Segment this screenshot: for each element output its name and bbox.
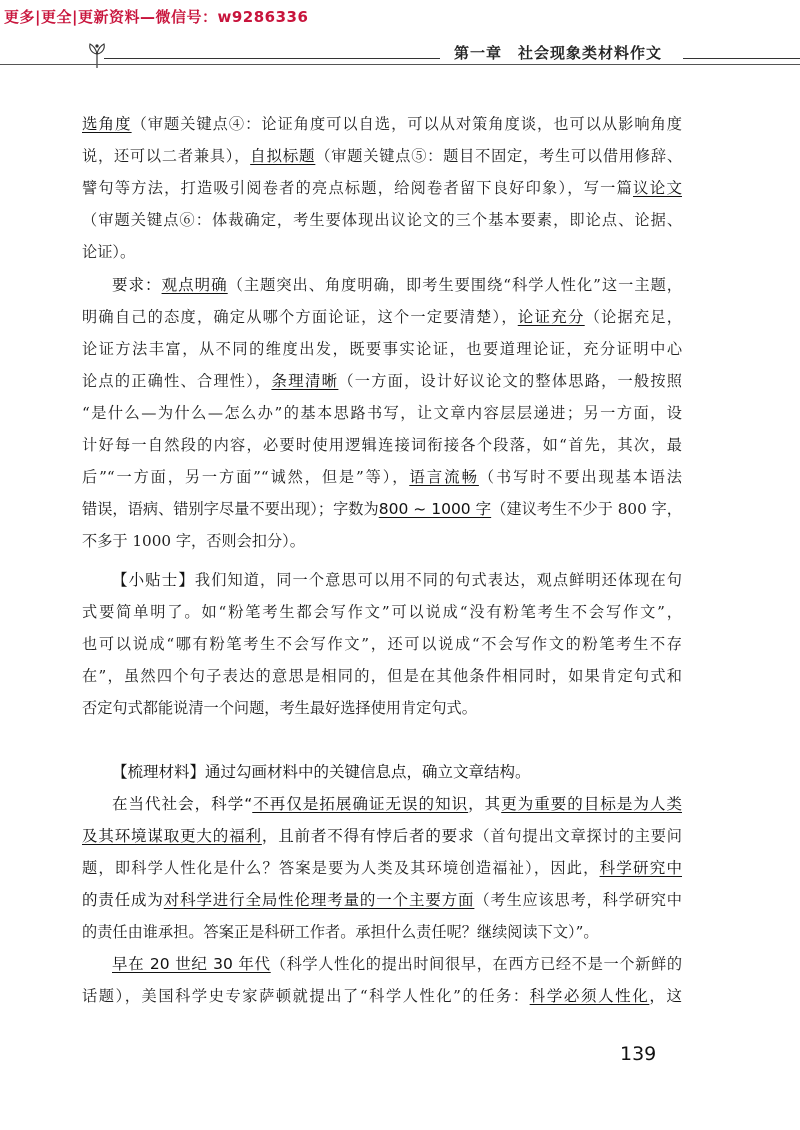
text-line: 要求：观点明确（主题突出、角度明确，即考生要围绕“科学人性化”这一主题， xyxy=(112,276,682,294)
text-line: 否定句式都能说清一个问题，考生最好选择使用肯定句式。 xyxy=(82,699,477,717)
text-line: 明确自己的态度，确定从哪个方面论证，这个一定要清楚），论证充分（论据充足， xyxy=(82,308,682,326)
text-line: 式要简单明了。如“粉笔考生都会写作文”可以说成“没有粉笔考生不会写作文”， xyxy=(82,603,682,621)
text-line: 【小贴士】我们知道，同一个意思可以用不同的句式表达，观点鲜明还体现在句 xyxy=(112,571,682,589)
section-organize-material xyxy=(82,756,682,1012)
text-line: 在”，虽然四个句子表达的意思是相同的，但是在其他条件相同时，如果肯定句式和 xyxy=(82,667,682,685)
text-line: 论点的正确性、合理性），条理清晰（一方面，设计好议论文的整体思路，一般按照 xyxy=(82,372,682,390)
text-line: （审题关键点⑥：体裁确定，考生要体现出议论文的三个基本要素，即论点、论据、 xyxy=(82,211,682,229)
section-heading: 【梳理材料】通过勾画材料中的关键信息点，确立文章结构。 xyxy=(112,763,531,781)
header-rule-right xyxy=(683,58,800,59)
page-number: 139 xyxy=(620,1043,657,1065)
header-rule-bottom xyxy=(0,64,800,65)
text-line: 譬句等方法，打造吸引阅卷者的亮点标题，给阅卷者留下良好印象），写一篇议论文 xyxy=(82,179,682,197)
text-line: 早在 20 世纪 30 年代（科学人性化的提出时间很早，在西方已经不是一个新鲜的 xyxy=(112,955,682,973)
leaf-ornament-icon xyxy=(86,40,108,70)
text-line: 也可以说成“哪有粉笔考生不会写作文”，还可以说成“不会写作文的粉笔考生不存 xyxy=(82,635,682,653)
text-line: 选角度（审题关键点④：论证角度可以自选，可以从对策角度谈，也可以从影响角度 xyxy=(82,115,682,133)
text-line: 论证方法丰富，从不同的维度出发，既要事实论证，也要道理论证，充分证明中心 xyxy=(82,340,682,358)
text-line: 话题），美国科学史专家萨顿就提出了“科学人性化”的任务：科学必须人性化，这 xyxy=(82,987,682,1005)
text-line: 题，即科学人性化是什么？答案是要为人类及其环境创造福祉），因此，科学研究中 xyxy=(82,859,682,877)
paragraph-requirements-part2 xyxy=(82,269,682,557)
text-line: 的责任成为对科学进行全局性伦理考量的一个主要方面（考生应该思考，科学研究中 xyxy=(82,891,682,909)
paragraph-requirements-part1 xyxy=(82,108,682,268)
text-line: 及其环境谋取更大的福利，且前者不得有悖后者的要求（首句提出文章探讨的主要问 xyxy=(82,827,682,845)
text-line: 在当代社会，科学“不再仅是拓展确证无误的知识，其更为重要的目标是为人类 xyxy=(112,795,682,813)
tip-label: 【小贴士】 xyxy=(112,571,195,589)
text-line: 论证）。 xyxy=(82,243,136,261)
chapter-title: 第一章 社会现象类材料作文 xyxy=(454,44,663,62)
text-line: 不多于 1000 字，否则会扣分）。 xyxy=(82,532,305,550)
tip-box xyxy=(82,564,682,724)
running-header xyxy=(0,38,800,68)
text-line: 计好每一自然段的内容，必要时使用逻辑连接词衔接各个段落，如“首先，其次，最 xyxy=(82,436,682,454)
text-line: “是什么—为什么—怎么办”的基本思路书写，让文章内容层层递进；另一方面，设 xyxy=(82,404,682,422)
text-line: 后”“一方面，另一方面”“诚然，但是”等），语言流畅（书写时不要出现基本语法 xyxy=(82,468,682,486)
text-line: 错误，语病、错别字尽量不要出现）；字数为800 ~ 1000 字（建议考生不少于 800 字， xyxy=(82,500,682,518)
header-rule-left xyxy=(104,58,440,59)
watermark-text: 更多|更全|更新资料—微信号：w9286336 xyxy=(4,8,309,26)
text-line: 说，还可以二者兼具），自拟标题（审题关键点⑤：题目不固定，考生可以借用修辞、 xyxy=(82,147,683,165)
text-line: 的责任由谁承担。答案正是科研工作者。承担什么责任呢？继续阅读下文）”。 xyxy=(82,923,599,941)
